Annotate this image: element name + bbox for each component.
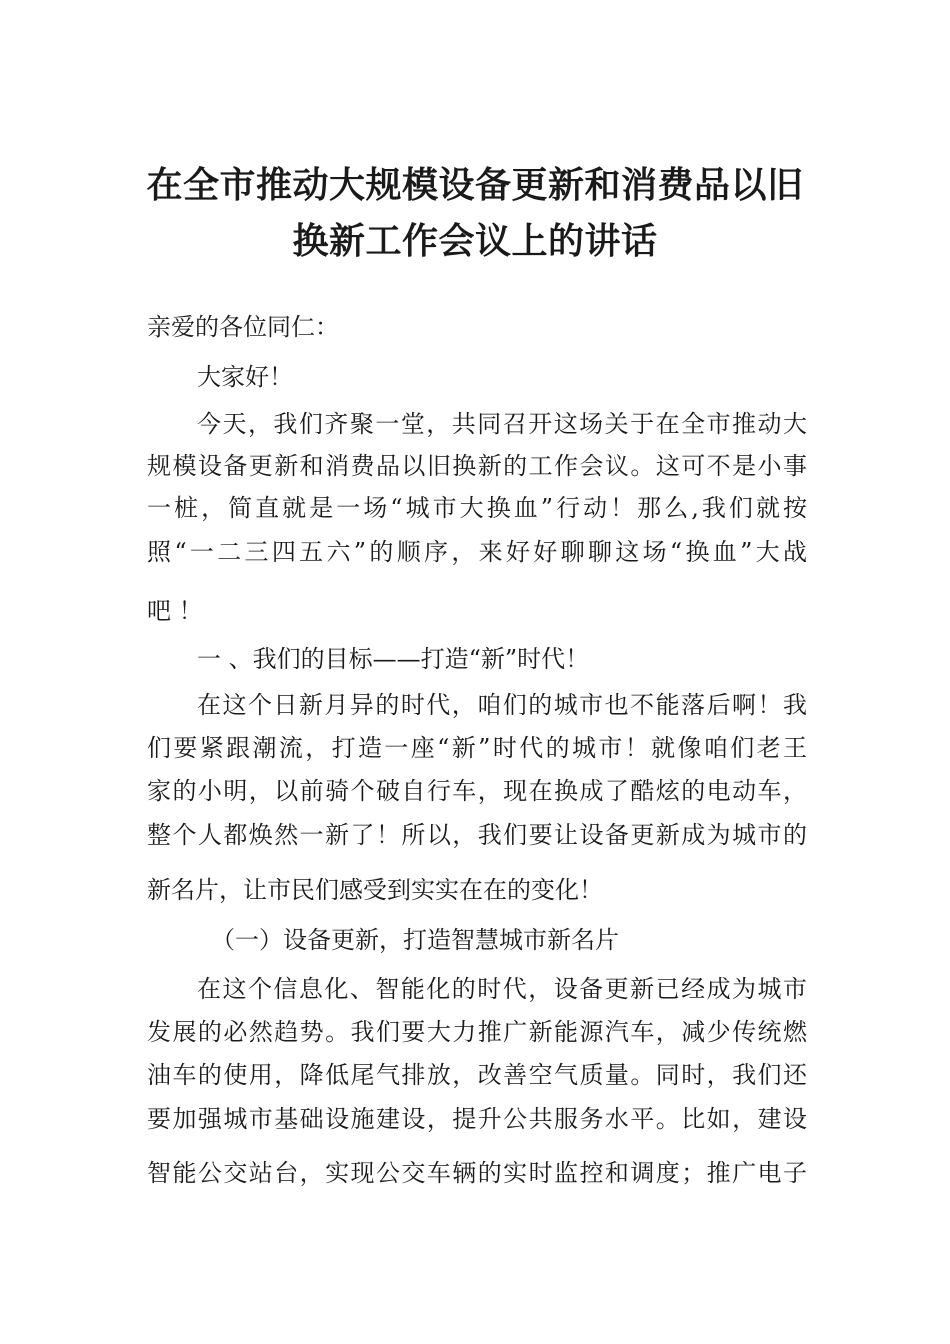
- paragraph-line: 照“一二三四五六”的顺序，来好好聊聊这场“换血”大战: [147, 538, 807, 566]
- salutation: 亲爱的各位同仁：: [147, 313, 339, 341]
- paragraph-line: 要加强城市基础设施建设，提升公共服务水平。比如，建设: [147, 1105, 807, 1133]
- paragraph-line: 新名片，让市民们感受到实实在在的变化！: [147, 876, 603, 904]
- document-title-line-1: 在全市推动大规模设备更新和消费品以旧: [146, 165, 804, 206]
- greeting: 大家好！: [197, 363, 293, 391]
- paragraph-line: 们要紧跟潮流，打造一座“新”时代的城市！就像咱们老王: [147, 734, 807, 762]
- section-heading: 一 、我们的目标——打造“新”时代！: [197, 645, 590, 673]
- paragraph-line: 发展的必然趋势。我们要大力推广新能源汽车，减少传统燃: [147, 1018, 807, 1046]
- paragraph-line: 吧 ！: [147, 597, 203, 625]
- paragraph-line: 油车的使用，降低尾气排放，改善空气质量。同时，我们还: [147, 1061, 807, 1089]
- paragraph-line: 今天，我们齐聚一堂，共同召开这场关于在全市推动大: [197, 410, 807, 438]
- paragraph-line: 智能公交站台，实现公交车辆的实时监控和调度；推广电子: [147, 1159, 807, 1187]
- paragraph-line: 整个人都焕然一新了！所以，我们要让设备更新成为城市的: [147, 821, 807, 849]
- paragraph-line: 在这个信息化、智能化的时代，设备更新已经成为城市: [197, 975, 807, 1003]
- paragraph-line: 一桩，简直就是一场“城市大换血”行动！那么,我们就按: [147, 494, 807, 522]
- subsection-heading: （一）设备更新，打造智慧城市新名片: [211, 926, 619, 954]
- paragraph-line: 家的小明，以前骑个破自行车，现在换成了酷炫的电动车，: [147, 777, 807, 805]
- paragraph-line: 规模设备更新和消费品以旧换新的工作会议。这可不是小事: [147, 452, 807, 480]
- paragraph-line: 在这个日新月异的时代，咱们的城市也不能落后啊！我: [197, 691, 807, 719]
- document-title-line-2: 换新工作会议上的讲话: [292, 221, 658, 262]
